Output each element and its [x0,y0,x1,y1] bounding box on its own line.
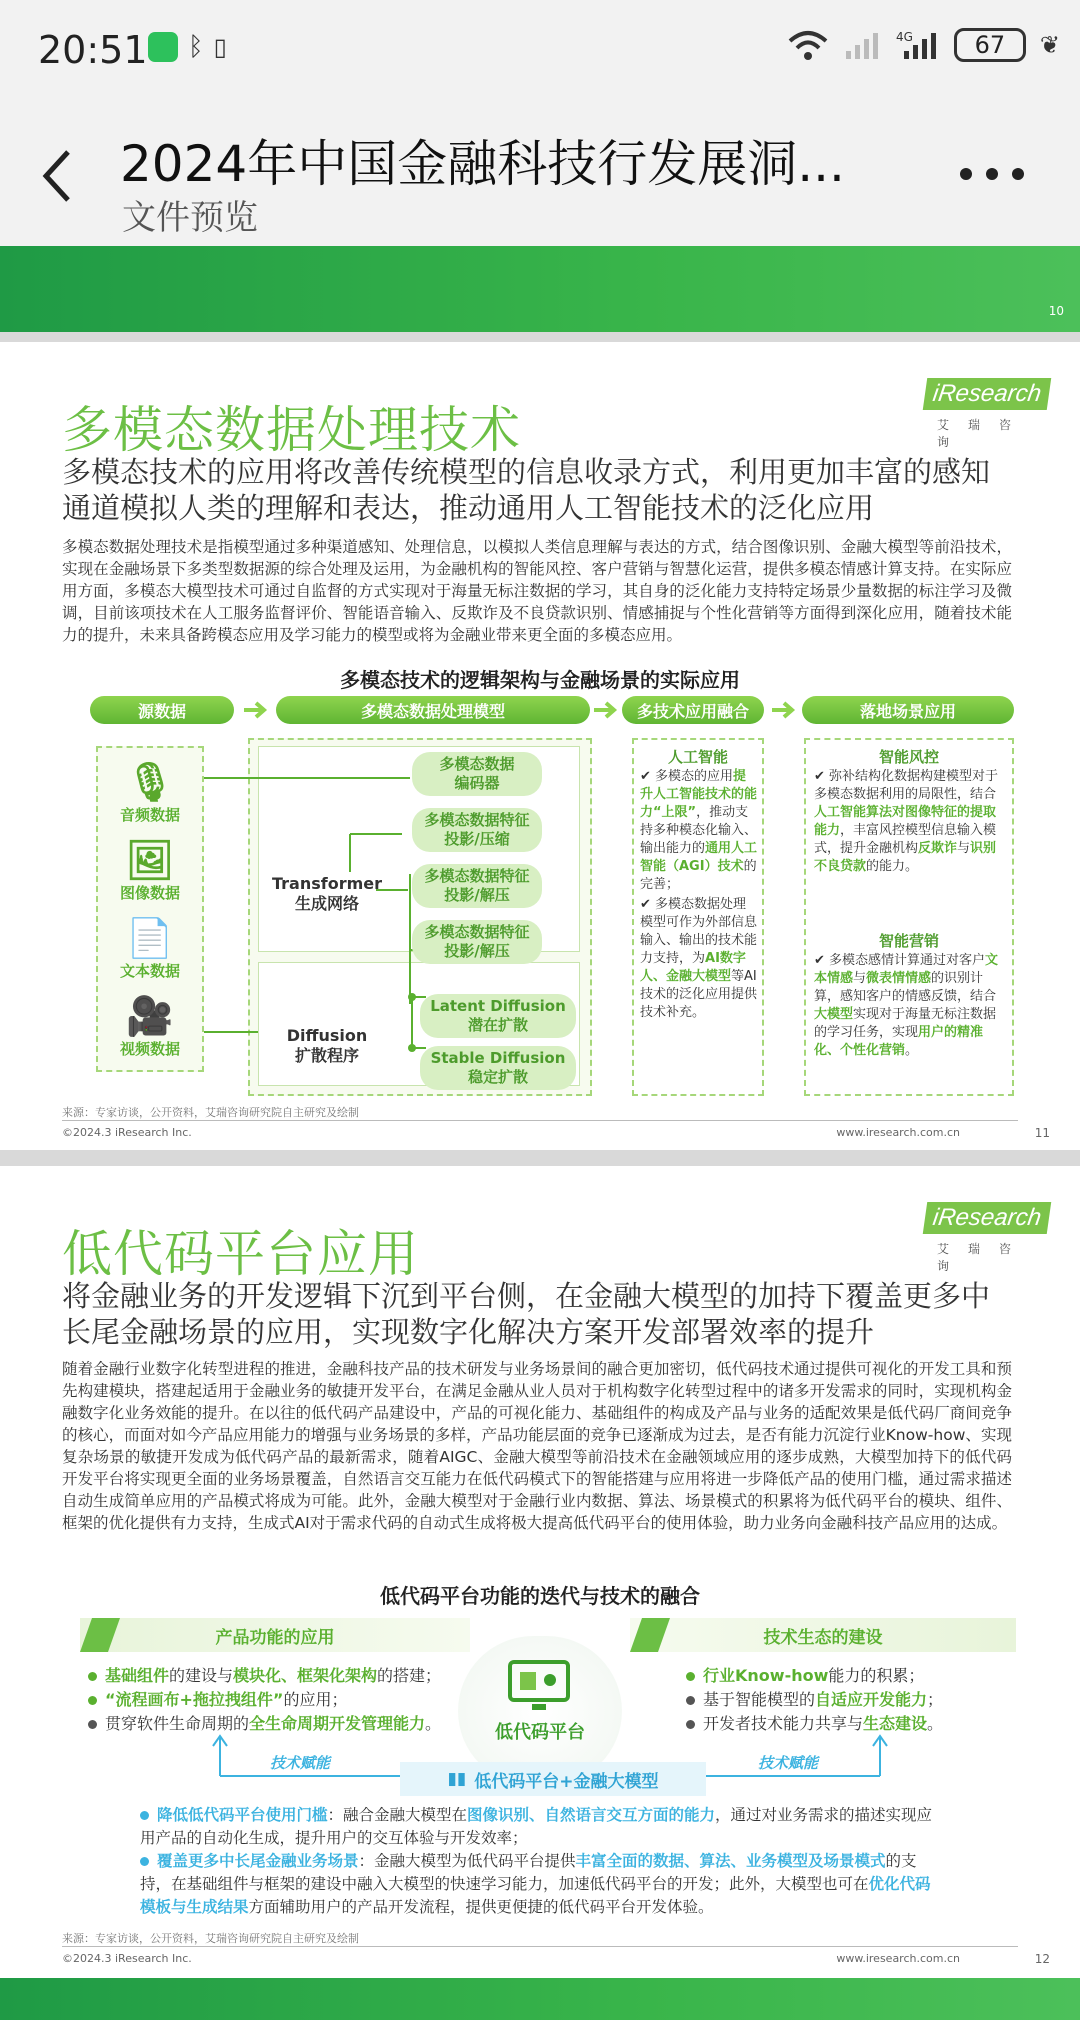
node-encoder: 多模态数据 编码器 [412,752,542,796]
status-bar [0,0,1080,100]
logo-cn: 艾瑞咨询 [937,418,1031,449]
marketing-heading: 智能营销 [878,932,939,950]
copyright: ©2024.3 iResearch Inc. [62,1126,192,1139]
slide-title: 低代码平台应用 [62,1225,419,1283]
left-banner: 产品功能的应用 [80,1618,470,1652]
page-number: 10 [1048,304,1064,318]
image-label: 图像数据 [119,884,180,902]
agi-text: ✔ 多模态的应用提升人工智能技术的能力“上限”，推动支持多种模态化输入、输出能力的通用人工智能（AGI）技术的完善； ✔ 多模态数据处理模型可作为外部信息输入、输出的技术能力支持，为AI数字人、金融大模型等AI技术的泛化应用提供技术补充。 [640,769,758,1020]
video-label: 视频数据 [119,1040,180,1058]
dot-icon [986,168,998,180]
source-note: 来源：专家访谈，公开资料，艾瑞咨询研究院自主研究及绘制 [62,1932,359,1945]
diagram-title: 多模态技术的逻辑架构与金融场景的实际应用 [340,668,740,692]
chart-icon: ▮▮ [447,1769,467,1789]
previous-page-footer [0,246,1080,332]
header-scenario: 落地场景应用 [802,696,1014,724]
battery-indicator: 67 [954,28,1026,62]
signal-off-icon [842,29,882,61]
status-right-icons [788,28,1060,62]
marketing-text: ✔ 多模态感情计算通过对客户文本情感与微表情情感的识别计算，感知客户的情感反馈，结合大模型实现对于海量无标注数据的学习任务，实现用户的精准化、个性化营销。 [814,953,999,1058]
image-icon: 🖼 [125,838,175,882]
fusion-bar [400,1762,706,1796]
enable-left-label: 技术赋能 [270,1754,331,1772]
page-number: 11 [1034,1126,1050,1140]
iresearch-logo [925,378,1050,450]
signal-4g-icon [896,29,940,61]
text-label: 文本数据 [119,962,180,980]
right-banner: 技术生态的建设 [630,1618,1016,1652]
video-data [100,994,200,1059]
audio-label: 音频数据 [119,806,180,824]
website: www.iresearch.com.cn [836,1952,960,1965]
header-processing-model: 多模态数据处理模型 [276,696,590,724]
more-options-button[interactable] [960,168,1024,180]
iresearch-logo [925,1202,1050,1274]
risk-text: ✔ 弥补结构化数据构建模型对于多模态数据利用的局限性，结合人工智能算法对图像特征的提取能力，丰富风控模型信息输入模式，提升金融机构反欺诈与识别不良贷款的能力。 [814,769,999,874]
image-data [100,838,200,903]
dot-icon [1012,168,1024,180]
left-feature-list: 基础组件的建设与模块化、框架化架构的搭建； “流程画布+拖拉拽组件”的应用； 贯穿软件生命周期的全生命周期开发管理能力。 [88,1664,488,1736]
dot-icon [960,168,972,180]
node-projection-compress: 多模态数据特征 投影/压缩 [412,808,542,852]
page-number: 12 [1034,1952,1050,1966]
bluetooth-icon: ᛒ [188,32,204,62]
enable-right-label: 技术赋能 [758,1754,819,1772]
center-label: 低代码平台 [495,1722,585,1743]
right-feature-list: 行业Know-how能力的积累； 基于智能模型的自适应开发能力； 开发者技术能力共享与生态建设。 [686,1664,1016,1736]
slide-low-code [0,1166,1080,1978]
slide-title: 多模态数据处理技术 [62,401,521,459]
wifi-icon [788,29,828,61]
microphone-icon: 🎙 [125,760,175,804]
slide-body: 随着金融行业数字化转型进程的推进，金融科技产品的技术研发与业务场景间的融合更加密切，低代码技术通过提供可视化的开发工具和预先构建模块，搭建起适用于金融业务的敏捷开发平台，在满足金融从业人员对于机构数字化转型过程中的诸多开发需求的同时，实现机构金融数字化业务效能的提升。在以往的低代码产品建设中，产品的可视化能力、基础组件的构成及产品与业务的适配效果是低代码厂商间竞争的核心，而面对如今产品应用能力的增强与业务场景的多样，产品功能层面的竞争已逐渐成为过去，是否有能力沉淀行业Know-how、实现复杂场景的敏捷开发成为低代码产品的最新需求，随着AIGC、金融大模型等前沿技术在金融领域应用的逐步成熟，大模型加持下的低代码开发平台将实现更全面的业务场景覆盖，自然语言交互能力在低代码模式下的智能搭建与应用将进一步降低产品的使用门槛，通过需求描述自动生成简单应用的产品模式将成为可能。此外，金融大模型对于金融行业内数据、算法、场景模式的积累将为低代码平台的模块、组件、框架的优化提供有力支持，生成式AI对于需求代码的自动式生成将极大提高低代码平台的使用体验，助力业务向金融科技产品应用的达成。 [62,1360,1012,1532]
video-camera-icon: 🎥 [126,994,174,1038]
node-projection-decompress-1: 多模态数据特征 投影/解压 [412,864,542,908]
logo-brand: iResearch [923,1202,1052,1234]
arrow-icon [244,700,270,720]
document-subtitle: 文件预览 [122,198,258,238]
slide-body: 多模态数据处理技术是指模型通过多种渠道感知、处理信息，以模拟人类信息理解与表达的方式，结合图像识别、金融大模型等前沿技术，实现在金融场景下多类型数据源的综合处理及运用，为金融机构的智能风控、客户营销与智慧化运营，提供多模态情感计算支持。在实际应用方面，多模态大模型技术可通过自监督的方式实现对于海量无标注数据的学习，其自身的泛化能力支持特定场景少量数据的标注学习及微调，目前该项技术在人工服务监督评价、智能语音输入、反欺诈及不良贷款识别、情感捕捉与个性化营销等方面得到深化应用，随着技术能力的提升，未来具备跨模态应用及学习能力的模型或将为金融业带来更全面的多模态应用。 [62,538,1012,644]
source-note: 来源：专家访谈，公开资料，艾瑞咨询研究院自主研究及绘制 [62,1106,359,1119]
diffusion-label: Diffusion 扩散程序 [286,1026,368,1065]
logo-cn: 艾瑞咨询 [937,1242,1031,1273]
text-data [100,916,200,981]
title-bar [0,100,1080,246]
fusion-label: 低代码平台+金融大模型 [474,1771,659,1792]
node-projection-decompress-2: 多模态数据特征 投影/解压 [412,920,542,964]
audio-data [100,760,200,825]
footer-divider [62,1946,1018,1947]
header-source-data: 源数据 [90,696,234,724]
slide-multimodal [0,342,1080,1150]
footer-divider [62,1120,1018,1121]
document-icon: 📄 [126,916,174,960]
wechat-icon [148,32,178,62]
agi-heading: 人工智能 [667,748,728,766]
logo-brand: iResearch [923,378,1052,410]
svg-text:4G: 4G [895,30,913,44]
copyright: ©2024.3 iResearch Inc. [62,1952,192,1965]
status-left-icons [148,32,227,62]
next-page-header [0,1978,1080,2020]
transformer-label: Transformer 生成网络 [271,874,382,913]
node-latent-diffusion: Latent Diffusion 潜在扩散 [420,994,576,1038]
leaf-icon: ❦ [1039,31,1060,59]
arrow-icon [594,700,620,720]
slide-subtitle: 多模态技术的应用将改善传统模型的信息收录方式，利用更加丰富的感知通道模拟人类的理解和表达，推动通用人工智能技术的泛化应用 [62,455,991,525]
website: www.iresearch.com.cn [836,1126,960,1139]
arrow-icon [772,700,798,720]
platform-monitor-icon [506,1658,572,1714]
node-stable-diffusion: Stable Diffusion 稳定扩散 [420,1046,576,1090]
vibrate-icon: ▯ [213,33,227,61]
status-time: 20:51 [38,28,148,72]
fusion-bullets: 降低低代码平台使用门槛：融合金融大模型在图像识别、自然语言交互方面的能力，通过对业务需求的描述实现应用产品的自动化生成，提升用户的交互体验与开发效率； 覆盖更多中长尾金融业务场景：金融大模型为低代码平台提供丰富全面的数据、算法、业务模型及场景模式的支持，在基础组件与框架的建设中融入大模型的快速学习能力，加速低代码平台的开发；此外，大模型也可在优化代码模板与生成结果方面辅助用户的产品开发流程，提供更便捷的低代码平台开发体验。 [140,1806,933,1916]
document-title: 2024年中国金融科技行发展洞... [120,135,845,193]
diagram-title: 低代码平台功能的迭代与技术的融合 [380,1584,700,1608]
header-tech-fusion: 多技术应用融合 [622,696,764,724]
slide-subtitle: 将金融业务的开发逻辑下沉到平台侧，在金融大模型的加持下覆盖更多中长尾金融场景的应用，实现数字化解决方案开发部署效率的提升 [62,1279,991,1349]
risk-heading: 智能风控 [878,748,939,766]
back-arrow-icon[interactable] [40,148,72,204]
